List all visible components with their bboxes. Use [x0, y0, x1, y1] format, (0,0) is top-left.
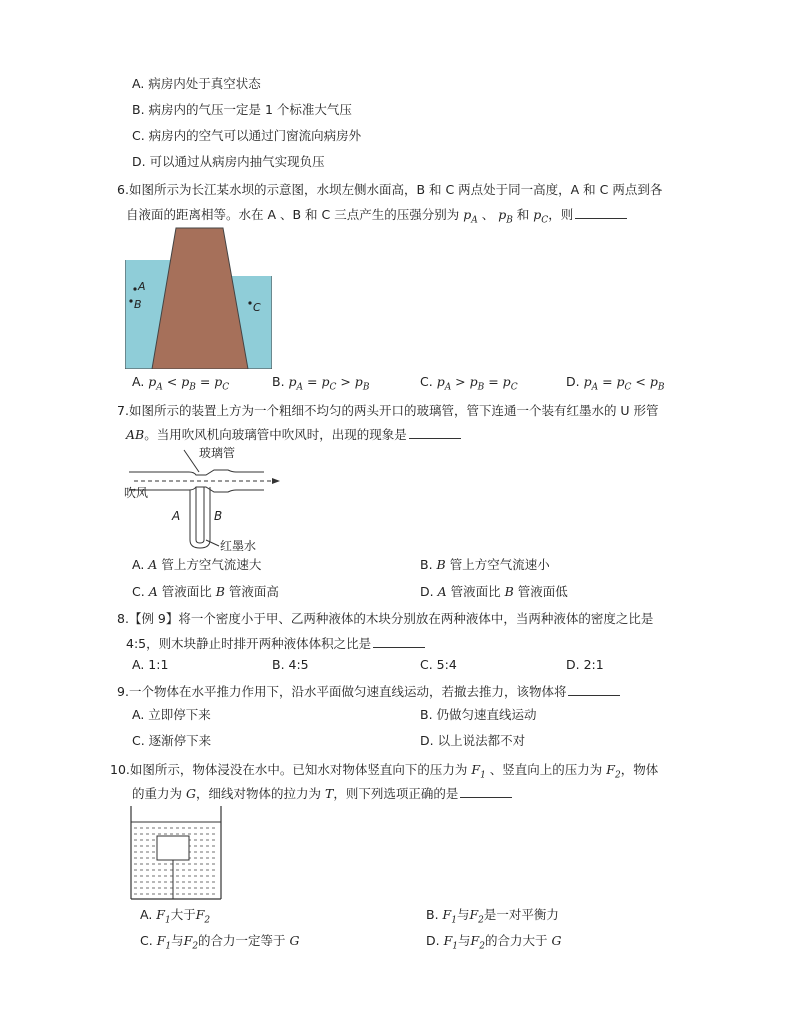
q6-option-c: C. $p_A > p_B = p_C$ — [420, 374, 518, 393]
q7-number: 7. — [117, 403, 129, 418]
q10-t: T — [325, 786, 334, 801]
dam-diagram — [125, 226, 272, 369]
q7-option-d: D. A 管液面比 B 管液面低 — [420, 584, 568, 599]
q8-line-1 — [117, 611, 653, 627]
u-tube-b-label: B — [214, 509, 223, 523]
q8-stem-1: 【例 9】将一个密度小于甲、乙两种液体的木块分别放在两种液体中，当两种液体的密度之比是 — [128, 611, 654, 626]
point-c-label: C — [253, 301, 261, 314]
u-tube-a-label: A — [172, 509, 181, 523]
q6-number: 6. — [117, 182, 129, 197]
q10-answer-blank — [460, 785, 512, 798]
q7-line-1 — [117, 403, 659, 419]
beaker-diagram — [130, 806, 222, 900]
q7-stem-1: 如图所示的装置上方为一个粗细不均匀的两头开口的玻璃管，管下连通一个装有红墨水的 U 形管 — [128, 403, 659, 418]
submerged-block — [157, 836, 189, 860]
q6-option-a: A. $p_A < p_B = p_C$ — [132, 374, 230, 393]
venturi-diagram — [124, 444, 284, 554]
q10-number: 10. — [110, 762, 130, 777]
q5-option-c: C. 病房内的空气可以通过门窗流向病房外 — [132, 128, 362, 143]
q9-number: 9. — [117, 684, 129, 699]
q8-option-a: A. 1:1 — [132, 657, 169, 672]
q10-f1: $F_1$ — [471, 762, 486, 781]
blow-label: 吹风 — [124, 486, 149, 500]
q7-line-2 — [126, 426, 461, 443]
q7-answer-blank — [409, 426, 461, 439]
q8-option-c: C. 5:4 — [420, 657, 457, 672]
q7-option-c: C. A 管液面比 B 管液面高 — [132, 584, 279, 599]
q6-line-2: 自液面的距离相等。水在 A 、B 和 C 三点产生的压强分别为 $p_A$ 、 $p_B$ 和 $p_C$，则 — [126, 206, 627, 229]
ink-label: 红墨水 — [220, 539, 257, 553]
q8-number: 8. — [117, 611, 129, 626]
point-b-label: B — [134, 298, 142, 311]
point-c-dot — [248, 301, 251, 304]
q8-option-d: D. 2:1 — [566, 657, 604, 672]
q6-option-d: D. $p_A = p_C < p_B$ — [566, 374, 665, 393]
q6-line-1 — [117, 182, 662, 198]
q9-answer-blank — [568, 683, 620, 696]
tube-label: 玻璃管 — [199, 446, 236, 460]
q10-line-1: 10.如图所示，物体浸没在水中。已知水对物体竖直向下的压力为 $F_1$ 、竖直向上的压力为 $F_2$，物体 — [110, 762, 659, 781]
q6-stem-1: 如图所示为长江某水坝的示意图，水坝左侧水面高，B 和 C 两点处于同一高度，A 和 C 两点到各 — [128, 182, 663, 197]
q8-line-2 — [126, 635, 425, 652]
q7-option-a: A. A 管上方空气流速大 — [132, 557, 262, 572]
q10-line-2: 的重力为 G，细线对物体的拉力为 T，则下列选项正确的是 — [132, 785, 512, 802]
q7-ab: AB — [126, 427, 145, 442]
q9-option-b: B. 仍做匀速直线运动 — [420, 707, 537, 722]
air-right-area — [225, 260, 272, 276]
q9-option-c: C. 逐渐停下来 — [132, 733, 212, 748]
q5-option-a: A. 病房内处于真空状态 — [132, 76, 261, 91]
q5-option-d: D. 可以通过从病房内抽气实现负压 — [132, 154, 325, 169]
q6-pa: $p_A$ — [463, 207, 478, 226]
q6-option-b: B. $p_A = p_C > p_B$ — [272, 374, 370, 393]
q6-stem-2-tail: ，则 — [548, 207, 574, 222]
q6-pc: $p_C$ — [533, 207, 549, 226]
q6-pb: $p_B$ — [498, 207, 513, 226]
q9-line-1 — [117, 683, 620, 700]
point-a-dot — [133, 287, 136, 290]
q10-option-b: B. $F_1$与$F_2$是一对平衡力 — [426, 907, 559, 926]
q9-option-a: A. 立即停下来 — [132, 707, 211, 722]
q5-option-b: B. 病房内的气压一定是 1 个标准大气压 — [132, 102, 352, 117]
dam-body — [152, 228, 248, 369]
q10-option-d: D. $F_1$与$F_2$的合力大于 G — [426, 933, 562, 952]
q6-answer-blank — [575, 206, 627, 219]
point-b-dot — [129, 299, 132, 302]
point-a-label: A — [138, 280, 146, 293]
q7-stem-2: 。当用吹风机向玻璃管中吹风时，出现的现象是 — [144, 427, 407, 442]
q9-stem-1: 一个物体在水平推力作用下，沿水平面做匀速直线运动，若撤去推力，该物体将 — [128, 684, 567, 699]
q10-f2: $F_2$ — [606, 762, 621, 781]
q7-option-b: B. B 管上方空气流速小 — [420, 557, 550, 572]
q10-g: G — [186, 786, 196, 801]
q8-answer-blank — [373, 635, 425, 648]
q8-option-b: B. 4:5 — [272, 657, 309, 672]
q10-option-a: A. $F_1$大于$F_2$ — [140, 907, 211, 926]
q6-stem-2: 自液面的距离相等。水在 A 、B 和 C 三点产生的压强分别为 — [126, 207, 460, 222]
q8-stem-2: 4:5，则木块静止时排开两种液体体积之比是 — [126, 636, 372, 651]
q10-option-c: C. $F_1$与$F_2$的合力一定等于 G — [140, 933, 300, 952]
q9-option-d: D. 以上说法都不对 — [420, 733, 526, 748]
